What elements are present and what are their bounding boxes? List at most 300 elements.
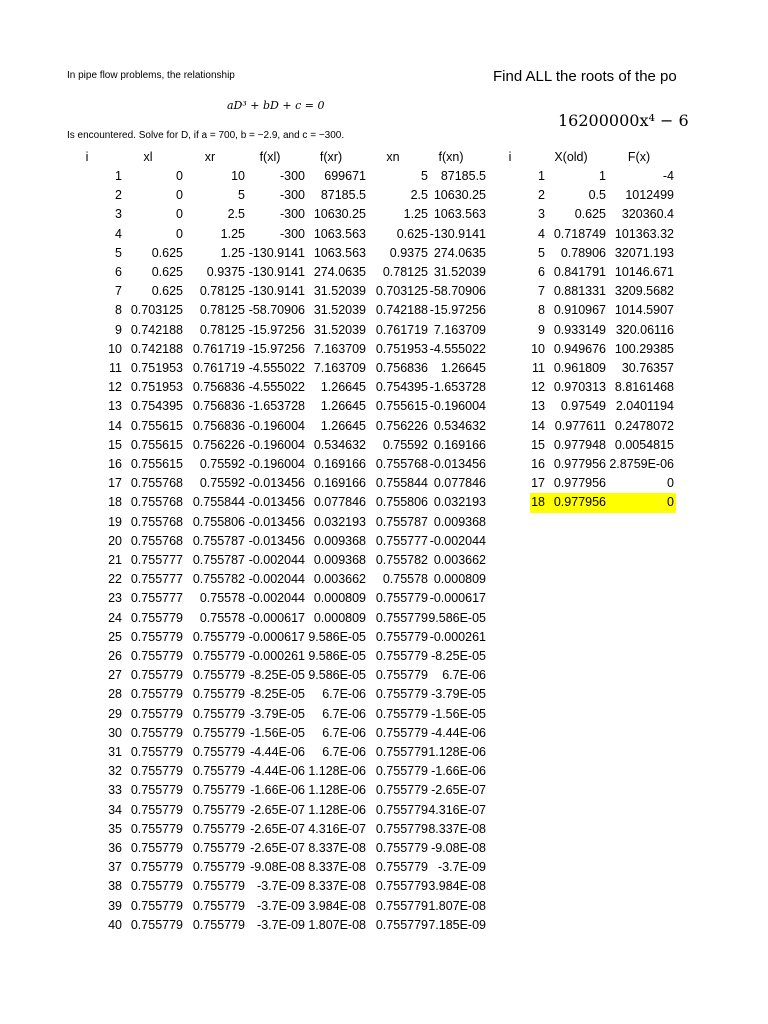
- right-data-cell[interactable]: 13: [531, 399, 545, 414]
- left-data-cell[interactable]: 0.75578: [382, 572, 428, 587]
- left-data-cell[interactable]: 0.75592: [382, 437, 428, 452]
- left-data-cell[interactable]: 0.755777: [375, 533, 428, 548]
- left-data-cell[interactable]: 0.755615: [130, 437, 183, 452]
- left-data-cell[interactable]: 19: [108, 514, 122, 529]
- left-data-cell[interactable]: 15: [108, 437, 122, 452]
- left-data-cell[interactable]: 0.755779: [130, 821, 183, 836]
- left-data-cell[interactable]: 699671: [324, 169, 366, 183]
- left-data-cell[interactable]: 0.077846: [313, 495, 366, 510]
- left-data-cell[interactable]: 0.755779: [375, 841, 428, 855]
- left-data-cell[interactable]: -0.000617: [248, 610, 305, 625]
- left-data-cell[interactable]: -130.9141: [429, 226, 486, 241]
- left-data-cell[interactable]: 0.755779: [192, 687, 245, 702]
- left-data-cell[interactable]: -1.66E-06: [431, 764, 486, 779]
- left-data-cell[interactable]: 37: [108, 860, 122, 875]
- right-data-cell[interactable]: 0: [667, 495, 674, 510]
- left-data-cell[interactable]: 0.755779: [192, 841, 245, 855]
- left-data-cell[interactable]: 6: [115, 265, 122, 279]
- left-data-cell[interactable]: 10: [108, 341, 122, 356]
- left-data-cell[interactable]: -130.9141: [248, 265, 305, 279]
- right-header-cell[interactable]: i: [508, 150, 512, 164]
- left-data-cell[interactable]: 0.78125: [382, 265, 428, 279]
- left-data-cell[interactable]: 0.75578: [199, 591, 245, 606]
- left-data-cell[interactable]: 0.78125: [199, 303, 245, 318]
- left-data-cell[interactable]: -3.7E-09: [257, 898, 305, 913]
- left-data-cell[interactable]: 0: [176, 207, 183, 222]
- left-data-cell[interactable]: 7.163709: [433, 322, 486, 337]
- left-data-cell[interactable]: 0.755779: [130, 802, 183, 817]
- left-data-cell[interactable]: 0.754395: [375, 380, 428, 395]
- left-data-cell[interactable]: 9: [115, 322, 122, 337]
- left-data-cell[interactable]: 0.000809: [313, 610, 366, 625]
- right-data-cell[interactable]: 2: [538, 188, 545, 203]
- left-data-cell[interactable]: 0.9375: [389, 245, 428, 260]
- right-data-cell[interactable]: 0.977948: [553, 437, 606, 452]
- left-data-cell[interactable]: 0: [176, 188, 183, 203]
- left-data-cell[interactable]: -0.013456: [429, 457, 486, 471]
- left-data-cell[interactable]: 1063.563: [313, 245, 366, 260]
- left-data-cell[interactable]: -1.66E-06: [250, 783, 305, 798]
- right-data-cell[interactable]: -4: [662, 169, 674, 183]
- left-data-cell[interactable]: 30: [108, 725, 122, 740]
- left-data-cell[interactable]: 0.761719: [192, 341, 245, 356]
- left-data-cell[interactable]: 0.169166: [433, 437, 486, 452]
- left-data-cell[interactable]: 0.761719: [375, 322, 428, 337]
- left-data-cell[interactable]: 0.755779: [375, 821, 428, 836]
- left-data-cell[interactable]: 0: [176, 169, 183, 183]
- left-data-cell[interactable]: 0.009368: [313, 533, 366, 548]
- right-data-cell[interactable]: 0.970313: [553, 380, 606, 395]
- left-data-cell[interactable]: 0.755782: [375, 553, 428, 567]
- left-data-cell[interactable]: -0.002044: [429, 533, 486, 548]
- left-data-cell[interactable]: -8.25E-05: [431, 649, 486, 663]
- left-data-cell[interactable]: 31: [108, 745, 122, 759]
- right-data-cell[interactable]: 0.977956: [553, 476, 606, 491]
- right-data-cell[interactable]: 0.2478072: [614, 418, 674, 433]
- left-data-cell[interactable]: -4.44E-06: [250, 745, 305, 759]
- left-data-cell[interactable]: 0.742188: [130, 341, 183, 356]
- left-data-cell[interactable]: -2.65E-07: [250, 821, 305, 836]
- left-data-cell[interactable]: 0.755779: [192, 706, 245, 721]
- left-data-cell[interactable]: 0.755777: [130, 591, 183, 606]
- left-data-cell[interactable]: 274.0635: [313, 265, 366, 279]
- left-data-cell[interactable]: 0.78125: [199, 322, 245, 337]
- left-data-cell[interactable]: 0.755779: [192, 860, 245, 875]
- left-data-cell[interactable]: 6.7E-06: [322, 745, 366, 759]
- right-data-cell[interactable]: 10146.671: [614, 265, 674, 279]
- left-data-cell[interactable]: -58.70906: [248, 303, 305, 318]
- left-data-cell[interactable]: 28: [108, 687, 122, 702]
- left-data-cell[interactable]: 0.755787: [375, 514, 428, 529]
- left-data-cell[interactable]: 9.586E-05: [308, 629, 366, 644]
- right-data-cell[interactable]: 18: [531, 495, 545, 510]
- left-data-cell[interactable]: 1: [115, 169, 122, 183]
- left-data-cell[interactable]: 0.755777: [130, 553, 183, 567]
- left-data-cell[interactable]: 4.316E-07: [308, 821, 366, 836]
- left-data-cell[interactable]: 0.625: [151, 265, 183, 279]
- left-data-cell[interactable]: 0.755844: [375, 476, 428, 491]
- left-data-cell[interactable]: 6.7E-06: [322, 687, 366, 702]
- right-data-cell[interactable]: 0.933149: [553, 322, 606, 337]
- right-data-cell[interactable]: 11: [532, 361, 545, 375]
- left-data-cell[interactable]: 0.755779: [375, 898, 428, 913]
- left-data-cell[interactable]: -0.013456: [248, 514, 305, 529]
- left-data-cell[interactable]: 33: [108, 783, 122, 798]
- left-data-cell[interactable]: 5: [238, 188, 245, 203]
- left-data-cell[interactable]: 1.807E-08: [308, 917, 366, 932]
- left-data-cell[interactable]: 0.751953: [130, 361, 183, 375]
- left-data-cell[interactable]: 0.755779: [130, 860, 183, 875]
- right-data-cell[interactable]: 16: [531, 457, 545, 471]
- left-data-cell[interactable]: 0.755787: [192, 533, 245, 548]
- left-data-cell[interactable]: 0.755806: [192, 514, 245, 529]
- left-data-cell[interactable]: -15.97256: [248, 322, 305, 337]
- left-data-cell[interactable]: 1.25: [220, 226, 245, 241]
- left-data-cell[interactable]: 0.755844: [192, 495, 245, 510]
- right-data-cell[interactable]: 8.8161468: [614, 380, 674, 395]
- left-data-cell[interactable]: -2.65E-07: [250, 802, 305, 817]
- left-data-cell[interactable]: -300: [279, 169, 305, 183]
- left-data-cell[interactable]: -8.25E-05: [250, 687, 305, 702]
- left-data-cell[interactable]: 0: [176, 226, 183, 241]
- left-data-cell[interactable]: 0.625: [151, 245, 183, 260]
- right-data-cell[interactable]: 4: [538, 226, 545, 241]
- right-data-cell[interactable]: 2.8759E-06: [609, 457, 674, 471]
- right-data-cell[interactable]: 1: [538, 169, 545, 183]
- left-data-cell[interactable]: 0.755615: [130, 418, 183, 433]
- left-data-cell[interactable]: 0.755779: [375, 725, 428, 740]
- left-data-cell[interactable]: 14: [108, 418, 122, 433]
- left-data-cell[interactable]: 0.755779: [130, 879, 183, 894]
- left-data-cell[interactable]: 6.7E-06: [322, 706, 366, 721]
- left-data-cell[interactable]: 0.755779: [375, 668, 428, 683]
- left-data-cell[interactable]: 0.754395: [130, 399, 183, 414]
- left-data-cell[interactable]: -4.555022: [248, 361, 305, 375]
- left-data-cell[interactable]: -3.7E-09: [438, 860, 486, 875]
- left-data-cell[interactable]: 0.755779: [192, 629, 245, 644]
- left-data-cell[interactable]: 0.755779: [375, 687, 428, 702]
- right-data-cell[interactable]: 0.718749: [553, 226, 606, 241]
- left-data-cell[interactable]: 2.5: [227, 207, 245, 222]
- left-data-cell[interactable]: 21: [108, 553, 122, 567]
- left-data-cell[interactable]: 9.586E-05: [308, 668, 366, 683]
- left-data-cell[interactable]: 0.755779: [130, 783, 183, 798]
- right-data-cell[interactable]: 0.625: [574, 207, 606, 222]
- left-data-cell[interactable]: 0.755779: [192, 917, 245, 932]
- left-data-cell[interactable]: 3.984E-08: [308, 898, 366, 913]
- left-data-cell[interactable]: -3.7E-09: [257, 917, 305, 932]
- left-data-cell[interactable]: -0.002044: [248, 553, 305, 567]
- right-data-cell[interactable]: 32071.193: [614, 245, 674, 260]
- left-data-cell[interactable]: 31.52039: [433, 265, 486, 279]
- left-data-cell[interactable]: 0.755779: [375, 629, 428, 644]
- left-data-cell[interactable]: 0.755615: [375, 399, 428, 414]
- left-data-cell[interactable]: 0.755779: [130, 917, 183, 932]
- right-data-cell[interactable]: 0.78906: [560, 245, 606, 260]
- left-data-cell[interactable]: 0.625: [396, 226, 428, 241]
- left-data-cell[interactable]: 1.25: [403, 207, 428, 222]
- right-data-cell[interactable]: 15: [531, 437, 545, 452]
- left-data-cell[interactable]: 0.742188: [130, 322, 183, 337]
- left-data-cell[interactable]: 0.755779: [375, 649, 428, 663]
- left-data-cell[interactable]: 0.009368: [313, 553, 366, 567]
- left-data-cell[interactable]: 0.75578: [199, 610, 245, 625]
- left-data-cell[interactable]: 0.169166: [313, 476, 366, 491]
- left-data-cell[interactable]: 0.755768: [130, 533, 183, 548]
- left-data-cell[interactable]: 0.755779: [130, 649, 183, 663]
- right-data-cell[interactable]: 2.0401194: [615, 399, 674, 414]
- left-data-cell[interactable]: 0.032193: [433, 495, 486, 510]
- left-data-cell[interactable]: -3.7E-09: [257, 879, 305, 894]
- left-data-cell[interactable]: 0.000809: [433, 572, 486, 587]
- left-data-cell[interactable]: 1.25: [220, 245, 245, 260]
- left-data-cell[interactable]: 17: [108, 476, 122, 491]
- right-data-cell[interactable]: 320.06116: [615, 322, 674, 337]
- left-data-cell[interactable]: 1.807E-08: [428, 898, 486, 913]
- right-data-cell[interactable]: 0.5: [588, 188, 606, 203]
- right-data-cell[interactable]: 1014.5907: [614, 303, 674, 318]
- left-data-cell[interactable]: -4.555022: [429, 341, 486, 356]
- left-data-cell[interactable]: 10: [231, 169, 245, 183]
- left-data-cell[interactable]: 29: [108, 706, 122, 721]
- left-data-cell[interactable]: 0.755779: [130, 629, 183, 644]
- right-data-cell[interactable]: 1: [599, 169, 606, 183]
- left-data-cell[interactable]: 0.009368: [433, 514, 486, 529]
- left-header-cell[interactable]: xr: [204, 150, 216, 164]
- left-data-cell[interactable]: -0.196004: [248, 437, 305, 452]
- left-data-cell[interactable]: 0.755779: [192, 898, 245, 913]
- left-data-cell[interactable]: -0.002044: [248, 572, 305, 587]
- left-data-cell[interactable]: 24: [108, 610, 122, 625]
- left-data-cell[interactable]: 39: [108, 898, 122, 913]
- left-data-cell[interactable]: 22: [108, 572, 122, 587]
- left-data-cell[interactable]: 0.625: [151, 284, 183, 299]
- left-data-cell[interactable]: 0.003662: [313, 572, 366, 587]
- left-data-cell[interactable]: 5: [115, 245, 122, 260]
- left-data-cell[interactable]: 0.751953: [130, 380, 183, 395]
- left-data-cell[interactable]: 5: [421, 169, 428, 183]
- left-data-cell[interactable]: 6.7E-06: [442, 668, 486, 683]
- right-header-cell[interactable]: X(old): [554, 150, 588, 164]
- left-data-cell[interactable]: 0.755768: [130, 495, 183, 510]
- left-data-cell[interactable]: 7.185E-09: [428, 917, 486, 932]
- left-data-cell[interactable]: 0.032193: [313, 514, 366, 529]
- left-header-cell[interactable]: f(xr): [319, 150, 343, 164]
- right-data-cell[interactable]: 3209.5682: [614, 284, 674, 299]
- left-data-cell[interactable]: 1063.563: [313, 226, 366, 241]
- left-data-cell[interactable]: 0.755777: [130, 572, 183, 587]
- left-data-cell[interactable]: -15.97256: [429, 303, 486, 318]
- left-data-cell[interactable]: -3.79E-05: [431, 687, 486, 702]
- left-data-cell[interactable]: 0.755768: [130, 514, 183, 529]
- left-data-cell[interactable]: 0.755779: [130, 725, 183, 740]
- left-data-cell[interactable]: -1.56E-05: [431, 706, 486, 721]
- left-data-cell[interactable]: 0.755779: [375, 860, 428, 875]
- left-data-cell[interactable]: 0.000809: [313, 591, 366, 606]
- left-data-cell[interactable]: 0.755779: [375, 783, 428, 798]
- left-data-cell[interactable]: 0.755779: [375, 879, 428, 894]
- left-data-cell[interactable]: 31.52039: [313, 284, 366, 299]
- left-header-cell[interactable]: f(xn): [438, 150, 464, 164]
- left-data-cell[interactable]: 9.586E-05: [308, 649, 366, 663]
- left-data-cell[interactable]: -0.196004: [429, 399, 486, 414]
- left-data-cell[interactable]: 6.7E-06: [322, 725, 366, 740]
- left-data-cell[interactable]: 20: [108, 533, 122, 548]
- right-data-cell[interactable]: 17: [531, 476, 545, 491]
- left-data-cell[interactable]: 11: [109, 361, 122, 375]
- left-data-cell[interactable]: 3: [115, 207, 122, 222]
- right-data-cell[interactable]: 0: [667, 476, 674, 491]
- left-data-cell[interactable]: 0.534632: [433, 418, 486, 433]
- left-data-cell[interactable]: -4.555022: [248, 380, 305, 395]
- right-data-cell[interactable]: 0.881331: [553, 284, 606, 299]
- left-data-cell[interactable]: 0.755779: [192, 764, 245, 779]
- left-data-cell[interactable]: 38: [108, 879, 122, 894]
- left-data-cell[interactable]: 0.169166: [313, 457, 366, 471]
- left-data-cell[interactable]: -4.44E-06: [431, 725, 486, 740]
- left-data-cell[interactable]: -4.44E-06: [250, 764, 305, 779]
- left-data-cell[interactable]: 0.755779: [375, 610, 428, 625]
- left-data-cell[interactable]: 1.26645: [320, 380, 366, 395]
- right-data-cell[interactable]: 8: [538, 303, 545, 318]
- left-data-cell[interactable]: -130.9141: [248, 245, 305, 260]
- left-data-cell[interactable]: 87185.5: [440, 169, 486, 183]
- left-data-cell[interactable]: 36: [108, 841, 122, 855]
- left-data-cell[interactable]: 9.586E-05: [428, 610, 486, 625]
- left-data-cell[interactable]: 0.755768: [130, 476, 183, 491]
- left-data-cell[interactable]: 1.128E-06: [308, 764, 366, 779]
- left-data-cell[interactable]: -2.65E-07: [250, 841, 305, 855]
- left-data-cell[interactable]: 0.755779: [130, 841, 183, 855]
- left-data-cell[interactable]: 0.755779: [192, 745, 245, 759]
- left-data-cell[interactable]: 0.756836: [192, 380, 245, 395]
- left-data-cell[interactable]: -9.08E-08: [431, 841, 486, 855]
- left-data-cell[interactable]: 26: [108, 649, 122, 663]
- left-data-cell[interactable]: 0.755779: [192, 821, 245, 836]
- left-data-cell[interactable]: 8.337E-08: [308, 860, 366, 875]
- left-data-cell[interactable]: 0.755779: [192, 725, 245, 740]
- left-data-cell[interactable]: 0.755779: [130, 764, 183, 779]
- left-data-cell[interactable]: 0.755779: [130, 687, 183, 702]
- left-header-cell[interactable]: xn: [386, 150, 400, 164]
- left-data-cell[interactable]: -130.9141: [248, 284, 305, 299]
- right-data-cell[interactable]: 0.961809: [553, 361, 606, 375]
- left-data-cell[interactable]: 1.128E-06: [428, 745, 486, 759]
- left-data-cell[interactable]: -0.013456: [248, 495, 305, 510]
- right-data-cell[interactable]: 14: [531, 418, 545, 433]
- left-data-cell[interactable]: 0.755779: [375, 745, 428, 759]
- left-data-cell[interactable]: 8.337E-08: [308, 879, 366, 894]
- right-data-cell[interactable]: 0.977956: [553, 457, 606, 471]
- left-data-cell[interactable]: 0.9375: [206, 265, 245, 279]
- left-data-cell[interactable]: 2.5: [410, 188, 428, 203]
- left-data-cell[interactable]: 10630.25: [313, 207, 366, 222]
- left-data-cell[interactable]: -1.56E-05: [250, 725, 305, 740]
- left-header-cell[interactable]: xl: [143, 150, 153, 164]
- right-data-cell[interactable]: 5: [538, 245, 545, 260]
- left-data-cell[interactable]: 0.756226: [375, 418, 428, 433]
- left-data-cell[interactable]: -8.25E-05: [250, 668, 305, 683]
- left-data-cell[interactable]: 0.755779: [130, 668, 183, 683]
- left-data-cell[interactable]: -300: [279, 207, 305, 222]
- left-data-cell[interactable]: 1.26645: [320, 399, 366, 414]
- left-data-cell[interactable]: -0.013456: [248, 533, 305, 548]
- left-data-cell[interactable]: 0.755779: [192, 668, 245, 683]
- left-data-cell[interactable]: 0.75592: [199, 476, 245, 491]
- left-data-cell[interactable]: 0.755779: [192, 649, 245, 663]
- left-data-cell[interactable]: 35: [108, 821, 122, 836]
- left-data-cell[interactable]: 13: [108, 399, 122, 414]
- left-data-cell[interactable]: -2.65E-07: [431, 783, 486, 798]
- left-data-cell[interactable]: 0.755779: [375, 591, 428, 606]
- right-data-cell[interactable]: 100.29385: [614, 341, 674, 356]
- left-data-cell[interactable]: 0.755779: [130, 745, 183, 759]
- left-data-cell[interactable]: 0.755787: [192, 553, 245, 567]
- left-data-cell[interactable]: 0.761719: [192, 361, 245, 375]
- left-data-cell[interactable]: -1.653728: [429, 380, 486, 395]
- left-data-cell[interactable]: -1.653728: [248, 399, 305, 414]
- left-data-cell[interactable]: 0.755779: [192, 879, 245, 894]
- left-data-cell[interactable]: 0.756226: [192, 437, 245, 452]
- left-data-cell[interactable]: 1.128E-06: [308, 783, 366, 798]
- left-data-cell[interactable]: 10630.25: [433, 188, 486, 203]
- left-data-cell[interactable]: 0.755779: [375, 706, 428, 721]
- left-data-cell[interactable]: 0.742188: [375, 303, 428, 318]
- right-data-cell[interactable]: 320360.4: [621, 207, 674, 222]
- right-data-cell[interactable]: 0.841791: [553, 265, 606, 279]
- left-data-cell[interactable]: -0.000261: [248, 649, 305, 663]
- right-data-cell[interactable]: 1012499: [625, 188, 674, 203]
- left-data-cell[interactable]: 7: [115, 284, 122, 299]
- left-data-cell[interactable]: 8.337E-08: [308, 841, 366, 855]
- left-data-cell[interactable]: 0.755615: [130, 457, 183, 471]
- left-data-cell[interactable]: 1.26645: [320, 418, 366, 433]
- right-data-cell[interactable]: 0.949676: [553, 341, 606, 356]
- left-data-cell[interactable]: 0.751953: [375, 341, 428, 356]
- right-data-cell[interactable]: 6: [538, 265, 545, 279]
- left-data-cell[interactable]: 7.163709: [313, 341, 366, 356]
- left-data-cell[interactable]: 0.755779: [375, 917, 428, 932]
- left-data-cell[interactable]: -0.013456: [248, 476, 305, 491]
- left-data-cell[interactable]: 0.755779: [130, 898, 183, 913]
- left-data-cell[interactable]: 12: [108, 380, 122, 395]
- left-data-cell[interactable]: -0.196004: [248, 457, 305, 471]
- left-data-cell[interactable]: 0.703125: [130, 303, 183, 318]
- left-data-cell[interactable]: 27: [108, 668, 122, 683]
- left-data-cell[interactable]: -300: [279, 226, 305, 241]
- right-data-cell[interactable]: 0.977956: [553, 495, 606, 510]
- left-data-cell[interactable]: 0.756836: [192, 399, 245, 414]
- left-data-cell[interactable]: 0.75592: [199, 457, 245, 471]
- left-data-cell[interactable]: 3.984E-08: [428, 879, 486, 894]
- right-data-cell[interactable]: 30.76357: [621, 361, 674, 375]
- left-data-cell[interactable]: 0.755779: [192, 802, 245, 817]
- left-data-cell[interactable]: 0.703125: [375, 284, 428, 299]
- left-data-cell[interactable]: 25: [108, 629, 122, 644]
- left-data-cell[interactable]: 0.755779: [192, 783, 245, 798]
- right-data-cell[interactable]: 0.910967: [553, 303, 606, 318]
- left-data-cell[interactable]: -58.70906: [429, 284, 486, 299]
- right-data-cell[interactable]: 101363.32: [614, 226, 674, 241]
- right-data-cell[interactable]: 0.97549: [560, 399, 606, 414]
- left-data-cell[interactable]: 7.163709: [313, 361, 366, 375]
- left-data-cell[interactable]: 0.534632: [313, 437, 366, 452]
- left-data-cell[interactable]: 32: [108, 764, 122, 779]
- left-data-cell[interactable]: 0.003662: [433, 553, 486, 567]
- left-data-cell[interactable]: 1063.563: [433, 207, 486, 222]
- right-header-cell[interactable]: F(x): [627, 150, 651, 164]
- left-data-cell[interactable]: 40: [108, 917, 122, 932]
